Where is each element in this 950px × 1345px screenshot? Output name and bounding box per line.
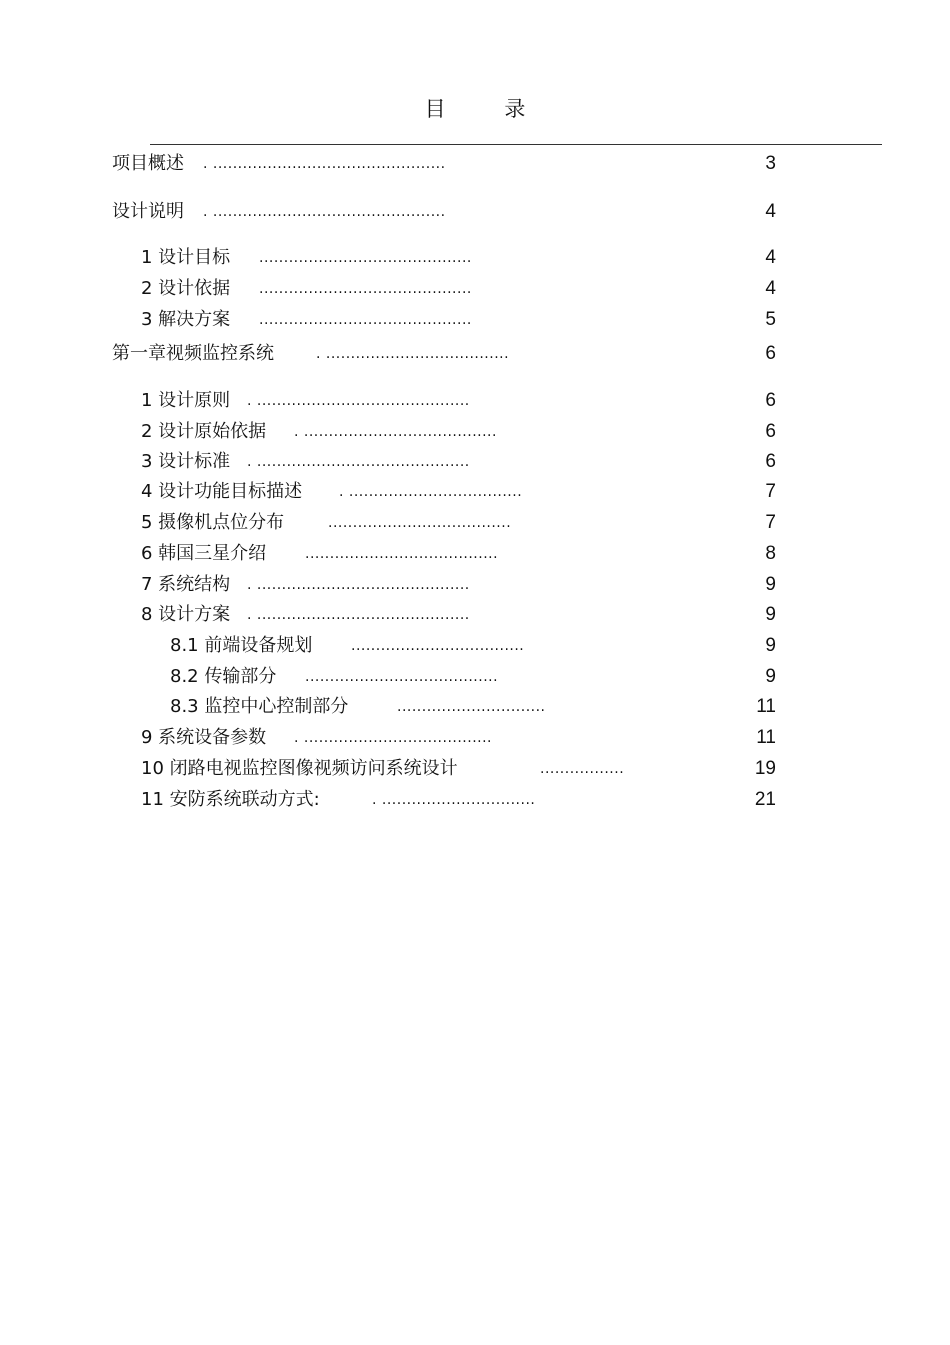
toc-entry-system-structure[interactable] — [0, 573, 950, 597]
toc-entry-label: 10 闭路电视监控图像视频访问系统设计 — [141, 758, 458, 779]
toc-page-number: 9 — [765, 635, 776, 656]
toc-page-number: 5 — [765, 309, 776, 330]
toc-entry-transmission[interactable] — [0, 665, 950, 689]
toc-leader-dots: . ........................................... — [247, 607, 470, 623]
toc-entry-frontend-planning[interactable] — [0, 634, 950, 658]
toc-entry-label: 2 设计原始依据 — [141, 421, 267, 442]
toc-entry-chapter-one[interactable] — [0, 342, 950, 366]
toc-leader-dots: ................................... — [351, 638, 525, 654]
toc-page-number: 11 — [756, 727, 776, 748]
toc-entry-label: 2 设计依据 — [141, 278, 231, 299]
toc-entry-label: 8.3 监控中心控制部分 — [170, 696, 349, 717]
toc-title: 目 录 — [424, 97, 552, 121]
toc-entry-design-standards[interactable] — [0, 450, 950, 474]
toc-page-number: 9 — [765, 666, 776, 687]
toc-leader-dots: ........................................... — [259, 312, 472, 328]
toc-leader-dots: . ...................................... — [294, 730, 493, 746]
toc-page-number: 8 — [765, 543, 776, 564]
toc-entry-label: 3 解决方案 — [141, 309, 231, 330]
toc-entry-label: 项目概述 — [112, 153, 184, 174]
toc-leader-dots: . ............................................... — [203, 156, 446, 172]
toc-entry-original-basis[interactable] — [0, 420, 950, 444]
toc-page-number: 11 — [756, 696, 776, 717]
toc-entry-function-goals[interactable] — [0, 480, 950, 504]
toc-entry-cctv-access[interactable] — [0, 757, 950, 781]
toc-leader-dots: .............................. — [397, 699, 546, 715]
toc-entry-label: 3 设计标准 — [141, 451, 231, 472]
toc-leader-dots: ..................................... — [328, 515, 512, 531]
toc-entry-camera-layout[interactable] — [0, 511, 950, 535]
toc-entry-label: 设计说明 — [112, 201, 184, 222]
toc-entry-equipment-params[interactable] — [0, 726, 950, 750]
toc-entry-design-notes[interactable] — [0, 200, 950, 224]
title-divider — [150, 144, 882, 145]
toc-entry-label: 1 设计原则 — [141, 390, 231, 411]
toc-entry-label: 7 系统结构 — [141, 574, 231, 595]
toc-page-number: 4 — [765, 247, 776, 268]
toc-page-number: 19 — [754, 758, 776, 779]
toc-entry-label: 11 安防系统联动方式: — [141, 789, 320, 810]
toc-entry-label: 8.1 前端设备规划 — [170, 635, 313, 656]
toc-entry-label: 6 韩国三星介绍 — [141, 543, 267, 564]
toc-leader-dots: ........................................... — [259, 250, 472, 266]
toc-entry-label: 第一章视频监控系统 — [112, 343, 274, 364]
toc-entry-label: 8.2 传输部分 — [170, 666, 277, 687]
toc-leader-dots: . ........................................... — [247, 577, 470, 593]
toc-page-number: 3 — [765, 153, 776, 174]
toc-leader-dots: ....................................... — [305, 546, 499, 562]
toc-entry-control-center[interactable] — [0, 695, 950, 719]
toc-entry-project-overview[interactable] — [0, 152, 950, 176]
toc-entry-samsung-intro[interactable] — [0, 542, 950, 566]
toc-entry-label: 8 设计方案 — [141, 604, 231, 625]
toc-entry-security-linkage[interactable] — [0, 788, 950, 812]
toc-leader-dots: . ........................................... — [247, 393, 470, 409]
toc-page-number: 7 — [765, 481, 776, 502]
toc-page-number: 9 — [765, 604, 776, 625]
toc-entry-label: 5 摄像机点位分布 — [141, 512, 285, 533]
toc-entry-solution[interactable] — [0, 308, 950, 332]
toc-page-number: 4 — [765, 201, 776, 222]
toc-entry-label: 1 设计目标 — [141, 247, 231, 268]
toc-entry-design-principles[interactable] — [0, 389, 950, 413]
toc-leader-dots: . ....................................... — [294, 424, 497, 440]
toc-page-number: 6 — [765, 451, 776, 472]
toc-leader-dots: . ..................................... — [316, 346, 510, 362]
toc-leader-dots: . ............................................... — [203, 204, 446, 220]
toc-leader-dots: . ........................................... — [247, 454, 470, 470]
toc-page-number: 6 — [765, 390, 776, 411]
toc-entry-design-plan[interactable] — [0, 603, 950, 627]
toc-entry-design-goals[interactable] — [0, 246, 950, 270]
toc-leader-dots: ....................................... — [305, 669, 499, 685]
toc-page-number: 7 — [765, 512, 776, 533]
toc-entry-label: 9 系统设备参数 — [141, 727, 267, 748]
toc-page-number: 9 — [765, 574, 776, 595]
toc-leader-dots: ........................................... — [259, 281, 472, 297]
toc-page-number: 6 — [765, 421, 776, 442]
toc-leader-dots: ................. — [540, 761, 625, 777]
toc-page-number: 4 — [765, 278, 776, 299]
toc-entry-design-basis[interactable] — [0, 277, 950, 301]
toc-leader-dots: . ................................... — [339, 484, 523, 500]
toc-leader-dots: . ............................... — [372, 792, 536, 808]
toc-page-number: 6 — [765, 343, 776, 364]
toc-entry-label: 4 设计功能目标描述 — [141, 481, 303, 502]
toc-page-number: 21 — [754, 789, 776, 810]
